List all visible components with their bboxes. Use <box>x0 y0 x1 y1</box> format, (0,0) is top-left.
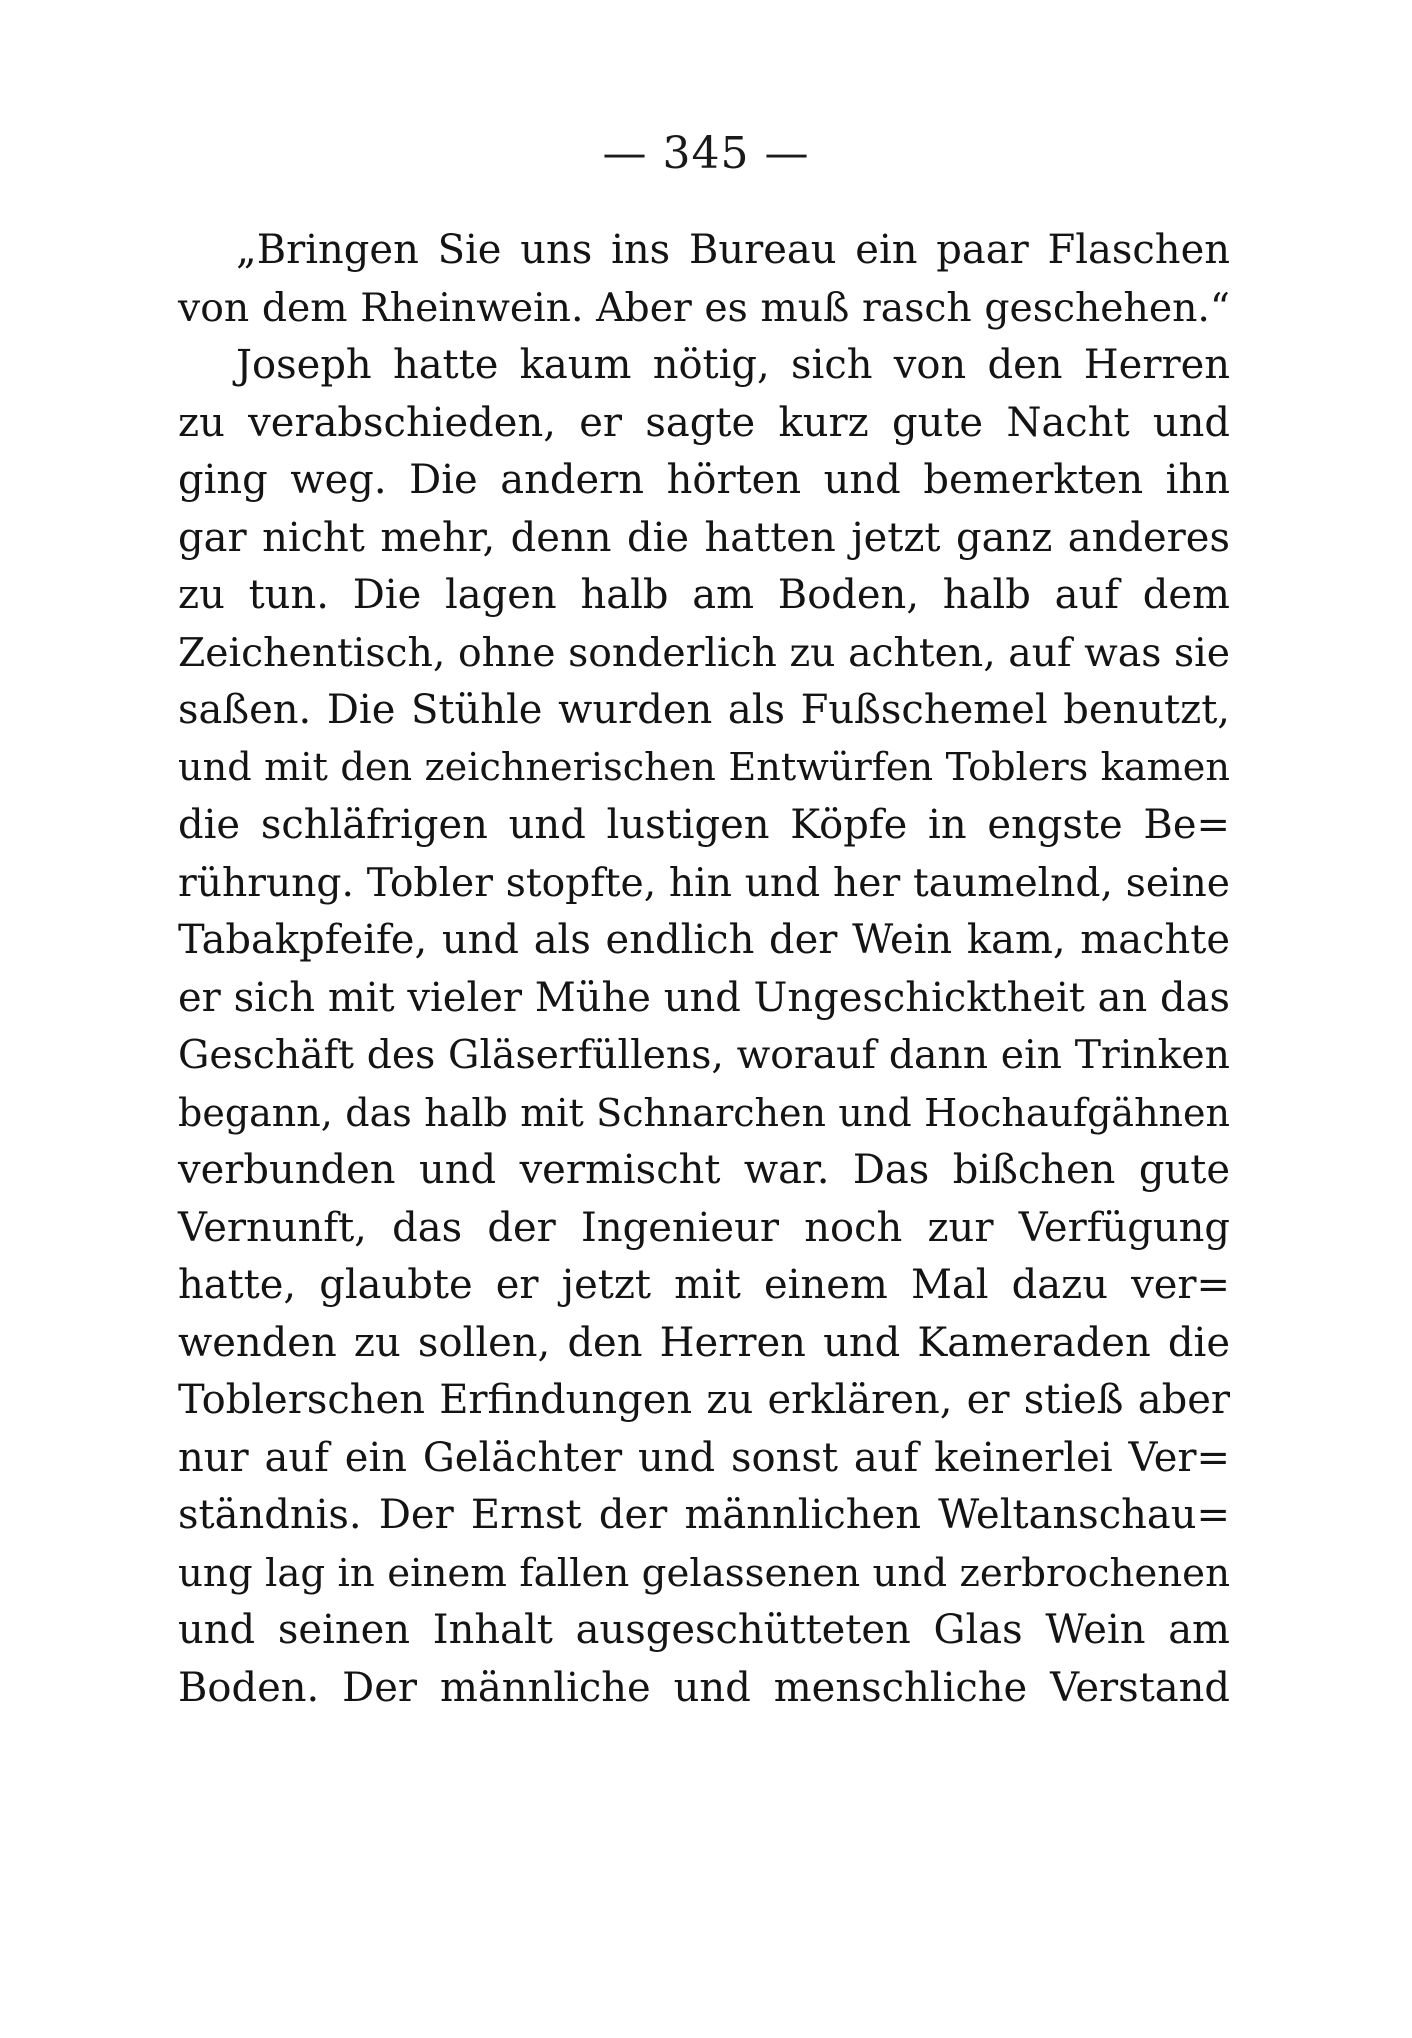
text-line: und mit den zeichnerischen Entwürfen Toblers kamen <box>178 745 1230 790</box>
text-line: Boden. Der männliche und menschliche Verstand <box>178 1664 1230 1711</box>
text-line: Geschäft des Gläserfüllens, worauf dann ein Trinken <box>178 1033 1230 1078</box>
text-line: ging weg. Die andern hörten und bemerkten ihn <box>178 457 1230 503</box>
text-line: Toblerschen Erfindungen zu erklären, er stieß aber <box>178 1377 1230 1423</box>
text-line: rührung. Tobler stopfte, hin und her taumelnd, seine <box>178 860 1230 906</box>
text-line: ständnis. Der Ernst der männlichen Weltanschau= <box>178 1492 1230 1538</box>
text-line: begann, das halb mit Schnarchen und Hochaufgähnen <box>178 1090 1230 1135</box>
text-line: Vernunft, das der Ingenieur noch zur Verfügung <box>178 1204 1230 1251</box>
text-line: Tabakpfeife, und als endlich der Wein kam, machte <box>178 917 1230 963</box>
page-number: — 345 — <box>602 128 810 179</box>
text-line: wenden zu sollen, den Herren und Kameraden die <box>178 1319 1230 1366</box>
text-line: und seinen Inhalt ausgeschütteten Glas Wein am <box>178 1607 1230 1653</box>
text-line: verbunden und vermischt war. Das bißchen gute <box>178 1147 1230 1193</box>
text-line: saßen. Die Stühle wurden als Fußschemel benutzt, <box>178 687 1230 733</box>
text-line: „Bringen Sie uns ins Bureau ein paar Flaschen <box>236 227 1230 273</box>
text-line: gar nicht mehr, denn die hatten jetzt ganz anderes <box>178 514 1230 561</box>
text-line: Joseph hatte kaum nötig, sich von den Herren <box>236 342 1230 388</box>
text-line: nur auf ein Gelächter und sonst auf keinerlei Ver= <box>178 1434 1230 1481</box>
text-line: Zeichentisch, ohne sonderlich zu achten, auf was sie <box>178 630 1230 676</box>
text-line: zu verabschieden, er sagte kurz gute Nacht und <box>178 399 1230 446</box>
text-line: die schläfrigen und lustigen Köpfe in engste Be= <box>178 802 1230 848</box>
text-line: zu tun. Die lagen halb am Boden, halb auf dem <box>178 572 1230 618</box>
text-line: ung lag in einem fallen gelassenen und zerbrochenen <box>178 1550 1230 1596</box>
body-text <box>178 222 1230 1717</box>
text-line: er sich mit vieler Mühe und Ungeschicktheit an das <box>178 974 1230 1021</box>
text-line: von dem Rheinwein. Aber es muß rasch geschehen.“ <box>178 285 1230 331</box>
text-line: hatte, glaubte er jetzt mit einem Mal dazu ver= <box>178 1262 1230 1308</box>
